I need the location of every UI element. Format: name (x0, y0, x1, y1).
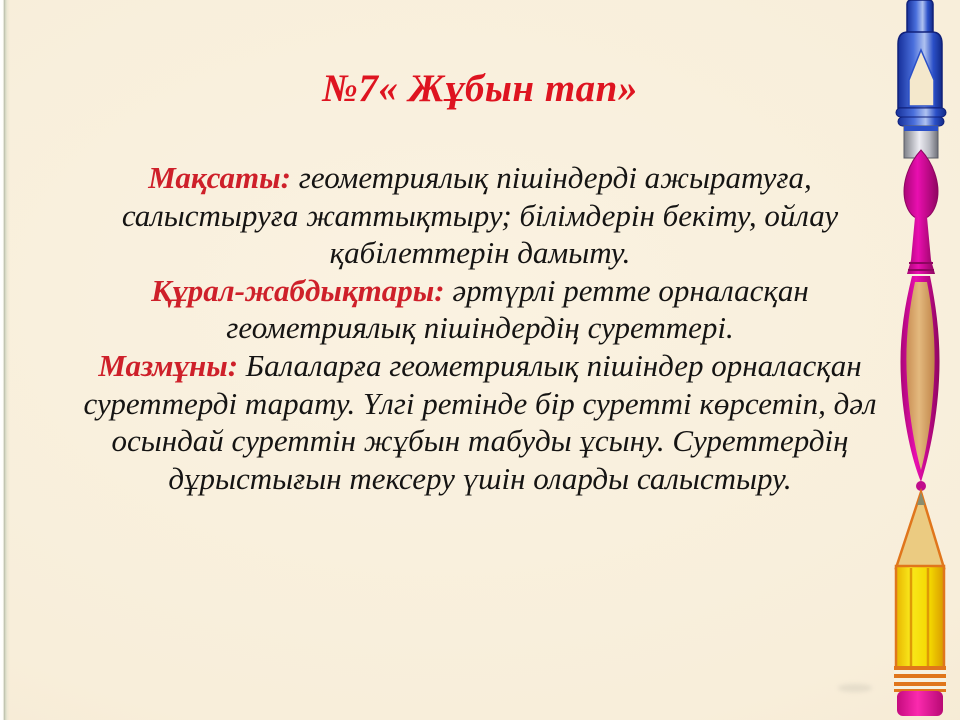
slide-title: №7« Жұбын тап» (322, 67, 638, 110)
fountain-pen-illustration (896, 0, 946, 158)
text-section-equipment (63, 272, 897, 347)
text-section-goal (63, 159, 897, 272)
section-text-equipment: әртүрлі ретте орналасқан геометриялық пішіндердің суреттері. (226, 272, 809, 346)
pencil-illustration (894, 492, 946, 716)
section-label-equipment: Құрал-жабдықтары: (151, 272, 445, 308)
section-text-content: Балаларға геометриялық пішіндер орналасқан суреттерді тарату. Үлгі ретінде бір суретті көрсетіп, дәл осындай суреттін жұбын табуды ұсыну. Суреттердің дұрыстығын тексеру үшін оларды салыстыру. (83, 347, 877, 496)
stationery-decoration (884, 0, 950, 720)
section-label-goal: Мақсаты: (148, 160, 292, 195)
paintbrush-illustration (900, 150, 939, 491)
text-section-content (63, 347, 897, 497)
watermark-smudge (838, 684, 872, 692)
section-text-goal: геометриялық пішіндерді ажыратуға, салыстыруға жаттықтыру; білімдерін бекіту, ойлау қабілеттерін дамыту. (121, 160, 839, 271)
slide-body-text (63, 159, 897, 497)
section-label-content: Мазмұны: (98, 347, 239, 383)
